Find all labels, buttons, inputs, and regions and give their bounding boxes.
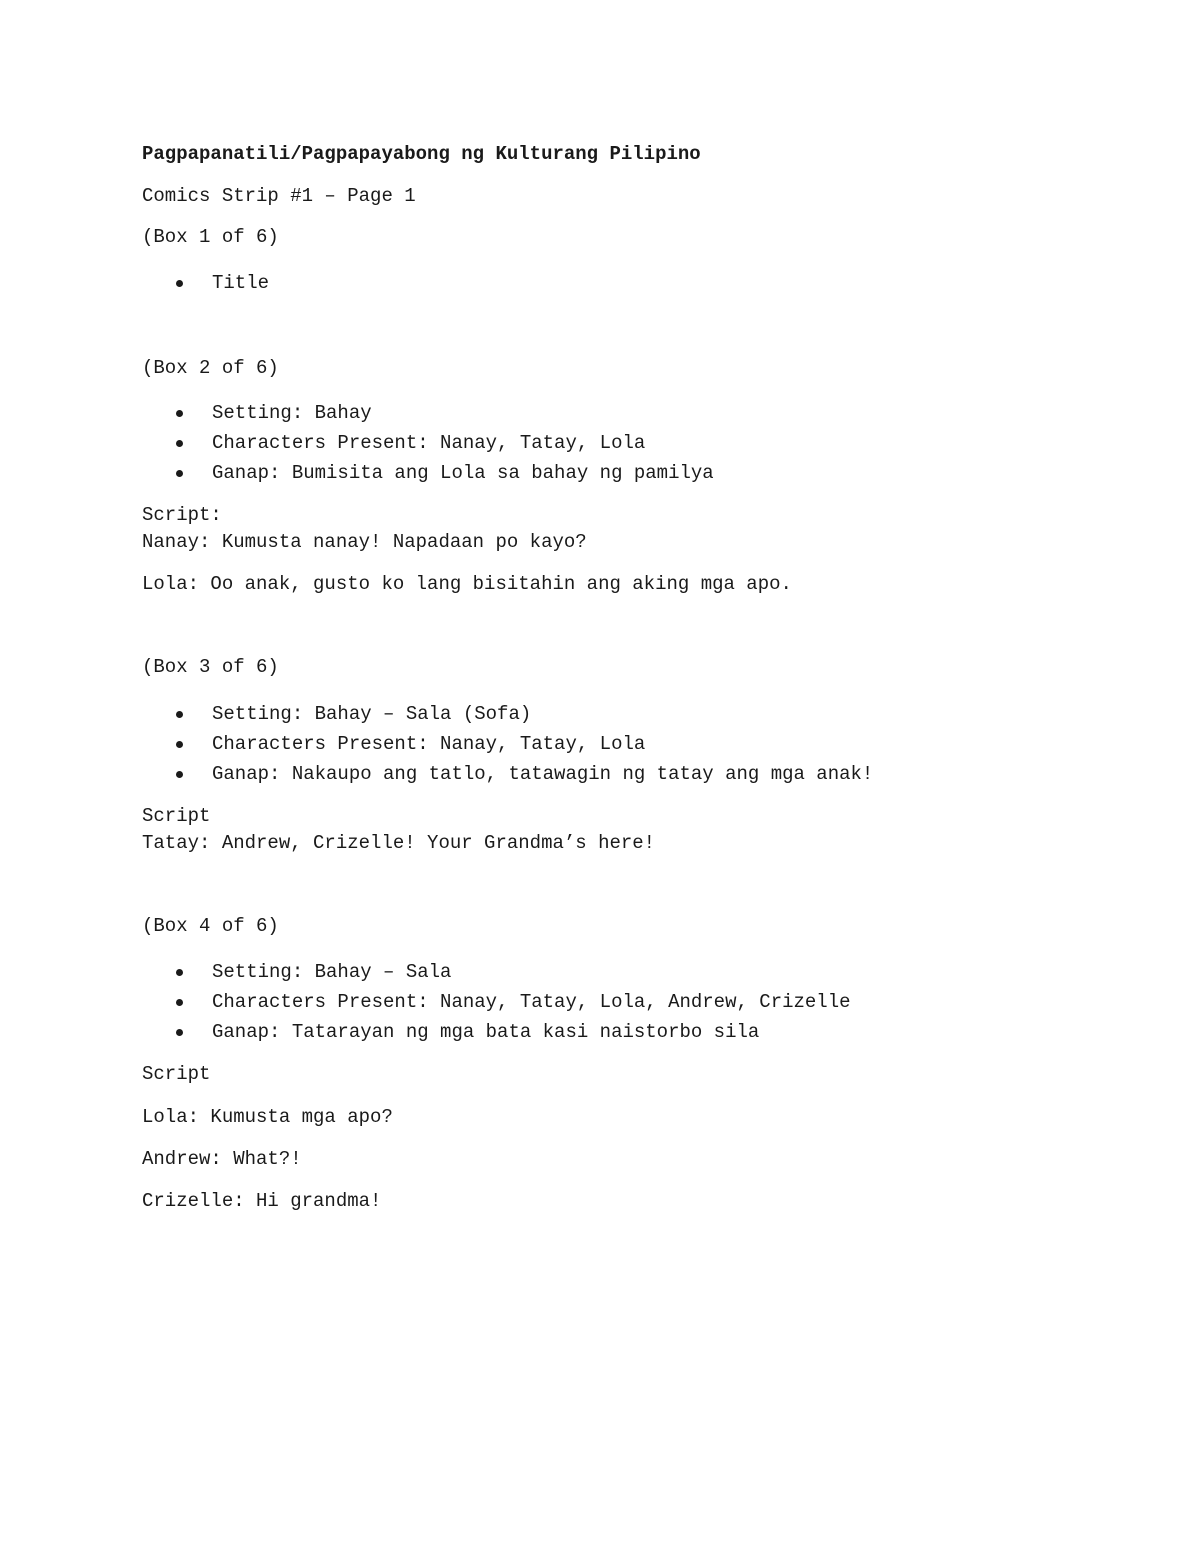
box-2-script-line-1: Nanay: Kumusta nanay! Napadaan po kayo? bbox=[142, 531, 587, 553]
document-title: Pagpapanatili/Pagpapayabong ng Kulturang Pilipino bbox=[142, 143, 701, 165]
box-4-bullet-1: Setting: Bahay – Sala bbox=[212, 961, 452, 983]
box-2-bullet-1: Setting: Bahay bbox=[212, 402, 372, 424]
bullet-icon bbox=[176, 763, 186, 785]
box-3-bullet-1: Setting: Bahay – Sala (Sofa) bbox=[212, 703, 532, 725]
box-4-script-line-3: Crizelle: Hi grandma! bbox=[142, 1190, 382, 1212]
box-4-heading: (Box 4 of 6) bbox=[142, 915, 279, 937]
box-2-bullet-3: Ganap: Bumisita ang Lola sa bahay ng pamilya bbox=[212, 462, 714, 484]
box-2-script-label: Script: bbox=[142, 504, 222, 526]
bullet-icon bbox=[176, 703, 186, 725]
box-3-bullet-2: Characters Present: Nanay, Tatay, Lola bbox=[212, 733, 646, 755]
box-2-heading: (Box 2 of 6) bbox=[142, 357, 279, 379]
bullet-icon bbox=[176, 733, 186, 755]
bullet-icon bbox=[176, 402, 186, 424]
box-4-bullet-3: Ganap: Tatarayan ng mga bata kasi naistorbo sila bbox=[212, 1021, 760, 1043]
box-1-heading: (Box 1 of 6) bbox=[142, 226, 279, 248]
bullet-icon bbox=[176, 991, 186, 1013]
box-4-bullet-2: Characters Present: Nanay, Tatay, Lola, Andrew, Crizelle bbox=[212, 991, 851, 1013]
box-3-bullet-3: Ganap: Nakaupo ang tatlo, tatawagin ng tatay ang mga anak! bbox=[212, 763, 874, 785]
bullet-icon bbox=[176, 961, 186, 983]
bullet-icon bbox=[176, 432, 186, 454]
box-3-script-label: Script bbox=[142, 805, 211, 827]
bullet-icon bbox=[176, 1021, 186, 1043]
box-4-script-line-1: Lola: Kumusta mga apo? bbox=[142, 1106, 393, 1128]
bullet-icon bbox=[176, 462, 186, 484]
box-1-bullet-1: Title bbox=[212, 272, 270, 294]
document-subtitle: Comics Strip #1 – Page 1 bbox=[142, 185, 416, 207]
box-3-heading: (Box 3 of 6) bbox=[142, 656, 279, 678]
box-2-script-line-2: Lola: Oo anak, gusto ko lang bisitahin ang aking mga apo. bbox=[142, 573, 792, 595]
box-4-script-line-2: Andrew: What?! bbox=[142, 1148, 302, 1170]
box-3-script-line-1: Tatay: Andrew, Crizelle! Your Grandma’s here! bbox=[142, 832, 656, 854]
box-4-script-label: Script bbox=[142, 1063, 211, 1085]
bullet-icon bbox=[176, 272, 186, 294]
box-2-bullet-2: Characters Present: Nanay, Tatay, Lola bbox=[212, 432, 646, 454]
